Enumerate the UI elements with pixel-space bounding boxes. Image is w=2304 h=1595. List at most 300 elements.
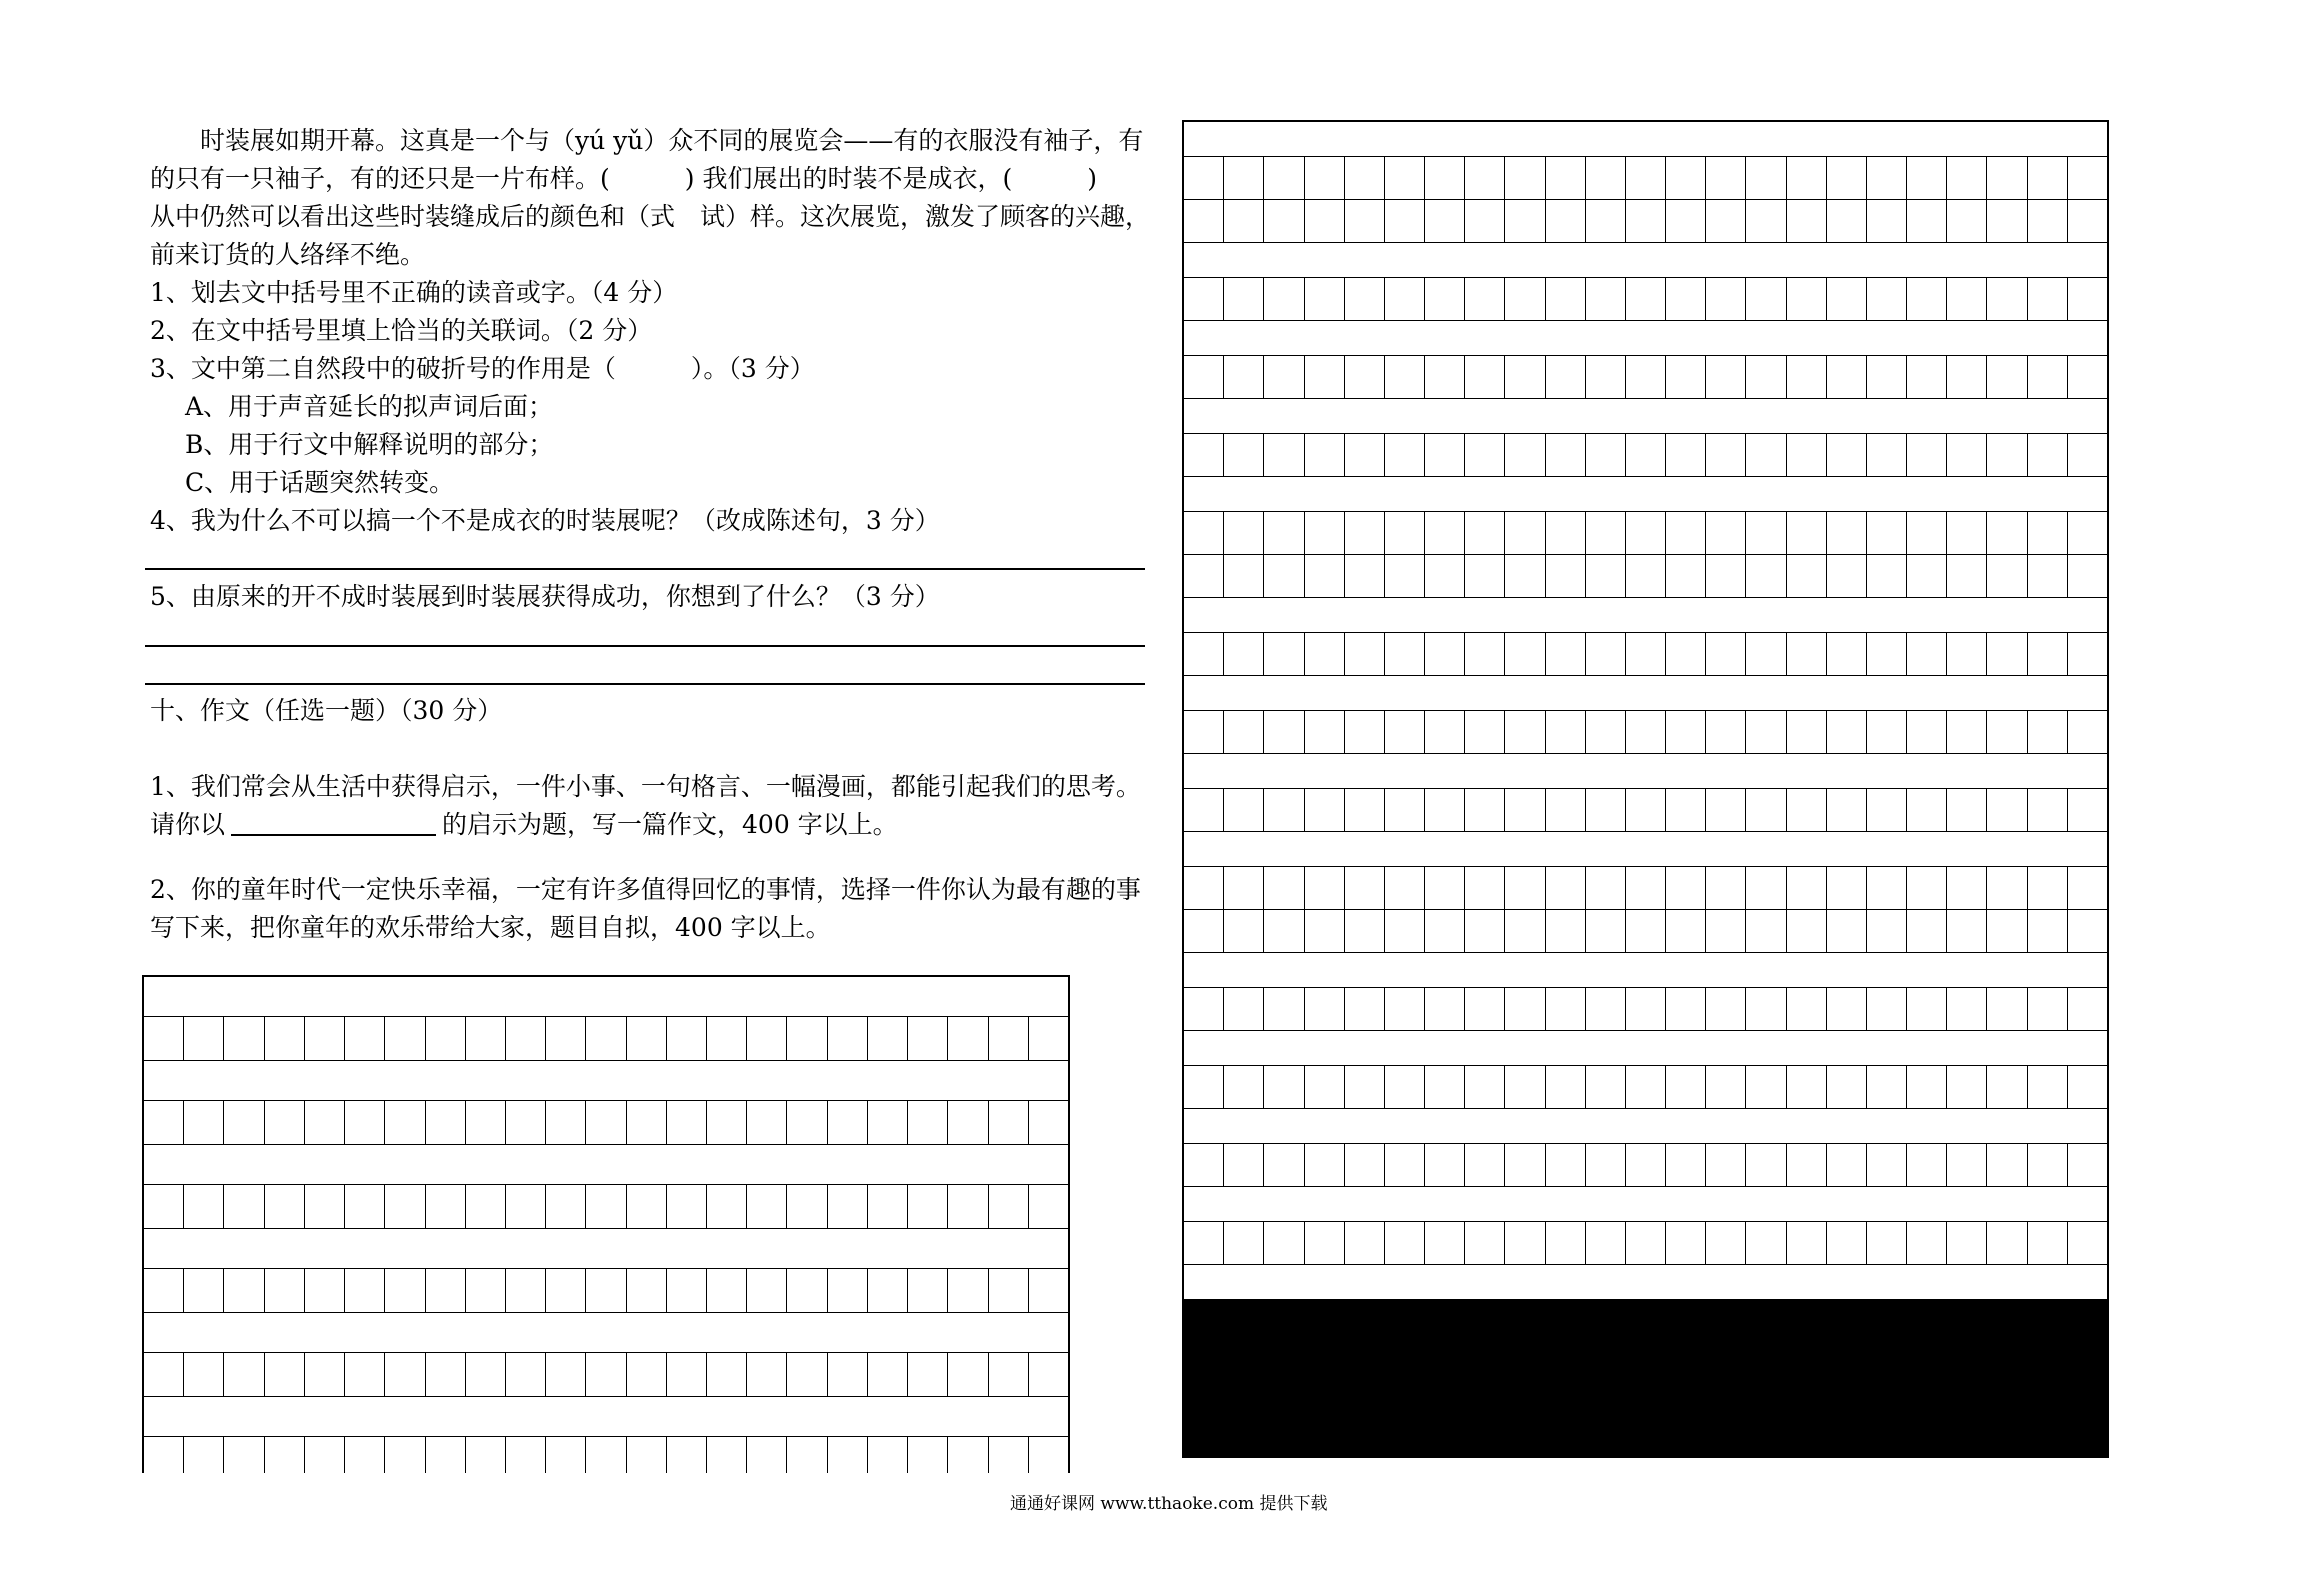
grid-cell	[1907, 200, 1946, 242]
grid-spacer-row	[144, 1145, 1068, 1184]
grid-cell	[1867, 633, 1906, 675]
grid-cell	[1586, 789, 1625, 831]
grid-cell	[747, 1185, 786, 1228]
grid-cell	[627, 1437, 666, 1480]
grid-spacer-row	[1184, 676, 2107, 710]
grid-cell	[2068, 633, 2107, 675]
composition-heading: 十、作文（任选一题）（30 分）	[150, 696, 503, 725]
grid-cell	[1666, 711, 1705, 753]
grid-cell	[1706, 789, 1745, 831]
grid-cell	[1305, 434, 1344, 476]
grid-cell	[667, 1353, 706, 1396]
grid-cell	[1827, 711, 1866, 753]
grid-cell	[1907, 157, 1946, 199]
grid-cell	[1827, 200, 1866, 242]
grid-cell	[1345, 1144, 1384, 1186]
grid-cell	[747, 1017, 786, 1060]
grid-cell	[184, 1353, 223, 1396]
grid-cell	[627, 1101, 666, 1144]
grid-cell	[2028, 633, 2067, 675]
grid-cell	[787, 1353, 826, 1396]
grid-cell	[908, 1017, 947, 1060]
grid-cell	[1827, 555, 1866, 597]
grid-cell	[1465, 434, 1504, 476]
grid-cell	[1626, 200, 1665, 242]
grid-cell	[1264, 1144, 1303, 1186]
grid-cell	[1345, 988, 1384, 1030]
grid-cell	[1586, 555, 1625, 597]
grid-cell	[224, 1269, 263, 1312]
grid-cell	[1746, 1222, 1785, 1264]
grid-cell	[2028, 1222, 2067, 1264]
grid-cell	[1305, 1144, 1344, 1186]
grid-cell	[1305, 200, 1344, 242]
grid-cell	[1465, 1222, 1504, 1264]
grid-cell	[1546, 910, 1585, 952]
grid-cell	[2068, 157, 2107, 199]
grid-cell	[2028, 1066, 2067, 1108]
grid-cell	[1385, 1066, 1424, 1108]
grid-cell	[1626, 434, 1665, 476]
grid-cell	[1947, 356, 1986, 398]
grid-cell	[345, 1101, 384, 1144]
grid-cell	[868, 1101, 907, 1144]
grid-cell	[2068, 988, 2107, 1030]
grid-cell	[1666, 988, 1705, 1030]
writing-grid-right	[1182, 120, 2109, 1458]
grid-cell	[2068, 1144, 2107, 1186]
grid-cell	[2068, 434, 2107, 476]
grid-cell	[1987, 200, 2026, 242]
grid-cell	[1224, 988, 1263, 1030]
grid-cell	[385, 1353, 424, 1396]
grid-cell	[1425, 200, 1464, 242]
grid-cell	[908, 1437, 947, 1480]
grid-cell	[828, 1017, 867, 1060]
grid-cell	[1787, 1066, 1826, 1108]
grid-cell	[1867, 157, 1906, 199]
grid-cell	[1746, 434, 1785, 476]
grid-cell	[466, 1185, 505, 1228]
grid-cell	[1184, 200, 1223, 242]
grid-cell	[1706, 1222, 1745, 1264]
grid-cell	[265, 1185, 304, 1228]
passage-line-2: 的只有一只袖子，有的还只是一片布样。( ) 我们展出的时装不是成衣，( )	[150, 164, 1097, 193]
grid-cell	[546, 1269, 585, 1312]
grid-cell	[2028, 867, 2067, 909]
grid-cell	[1586, 1066, 1625, 1108]
grid-cell	[305, 1101, 344, 1144]
grid-spacer-row	[144, 977, 1068, 1016]
grid-cell	[868, 1437, 907, 1480]
grid-cell	[1746, 200, 1785, 242]
grid-cell	[586, 1017, 625, 1060]
grid-cell	[224, 1437, 263, 1480]
grid-cell	[707, 1101, 746, 1144]
composition-option-2-line-1: 2、你的童年时代一定快乐幸福，一定有许多值得回忆的事情，选择一件你认为最有趣的事	[150, 875, 1141, 904]
grid-cell	[1827, 434, 1866, 476]
grid-cell	[1706, 1066, 1745, 1108]
grid-cell	[1827, 157, 1866, 199]
grid-cell	[1385, 1222, 1424, 1264]
grid-cell	[908, 1101, 947, 1144]
grid-cell	[868, 1185, 907, 1228]
grid-cell	[1947, 1066, 1986, 1108]
grid-cell	[184, 1101, 223, 1144]
grid-spacer-row	[1184, 1109, 2107, 1143]
composition-option-1-prefix: 请你以	[150, 810, 226, 839]
grid-cell	[1867, 512, 1906, 554]
grid-cell	[184, 1269, 223, 1312]
grid-cell	[506, 1017, 545, 1060]
grid-cell	[2028, 278, 2067, 320]
grid-cell	[1907, 633, 1946, 675]
grid-cell	[1345, 512, 1384, 554]
grid-cell	[224, 1101, 263, 1144]
grid-cell	[224, 1353, 263, 1396]
grid-cell	[1224, 867, 1263, 909]
grid-cell	[1546, 512, 1585, 554]
grid-cell	[1706, 711, 1745, 753]
grid-cell	[989, 1437, 1028, 1480]
grid-cell	[1666, 867, 1705, 909]
grid-cell	[1546, 867, 1585, 909]
grid-cell	[989, 1269, 1028, 1312]
title-blank	[231, 834, 436, 836]
grid-cell	[1907, 988, 1946, 1030]
grid-cell	[1505, 988, 1544, 1030]
grid-cell	[1787, 633, 1826, 675]
grid-cell	[1385, 555, 1424, 597]
grid-cell	[1546, 434, 1585, 476]
question-3-option-c: C、用于话题突然转变。	[185, 468, 455, 497]
grid-cell	[1787, 988, 1826, 1030]
grid-cell	[224, 1185, 263, 1228]
grid-cell	[1505, 434, 1544, 476]
grid-cell	[2068, 867, 2107, 909]
grid-cell	[1425, 633, 1464, 675]
passage-line-1: 时装展如期开幕。这真是一个与（yú yǔ）众不同的展览会——有的衣服没有袖子，有	[200, 126, 1144, 155]
grid-cell	[1586, 988, 1625, 1030]
grid-cell	[385, 1185, 424, 1228]
grid-cell	[1224, 512, 1263, 554]
grid-cell	[1305, 1066, 1344, 1108]
grid-cell	[1706, 356, 1745, 398]
grid-cell	[1987, 512, 2026, 554]
grid-cell	[1907, 512, 1946, 554]
grid-cell	[828, 1269, 867, 1312]
grid-cell	[1029, 1017, 1068, 1060]
grid-cell	[1465, 157, 1504, 199]
grid-spacer-row	[1184, 122, 2107, 156]
grid-cell	[1505, 910, 1544, 952]
grid-cell	[1867, 1222, 1906, 1264]
grid-cell	[1305, 711, 1344, 753]
grid-cell	[1505, 867, 1544, 909]
grid-cell	[787, 1437, 826, 1480]
grid-cell	[787, 1101, 826, 1144]
grid-cell	[1465, 512, 1504, 554]
grid-cell	[1305, 157, 1344, 199]
grid-cell	[2068, 200, 2107, 242]
grid-cell	[1505, 200, 1544, 242]
grid-cell	[948, 1353, 987, 1396]
grid-cell	[1827, 512, 1866, 554]
grid-cell	[546, 1185, 585, 1228]
grid-cell	[265, 1101, 304, 1144]
grid-cell	[1305, 789, 1344, 831]
grid-cell	[144, 1353, 183, 1396]
grid-cell	[1706, 434, 1745, 476]
grid-cell	[1465, 555, 1504, 597]
grid-cell	[1264, 988, 1303, 1030]
grid-spacer-row	[1184, 321, 2107, 355]
grid-cell	[1184, 1144, 1223, 1186]
grid-cell	[1987, 867, 2026, 909]
grid-cell	[948, 1101, 987, 1144]
grid-cell	[1827, 1144, 1866, 1186]
grid-cell	[1666, 512, 1705, 554]
grid-cell	[144, 1101, 183, 1144]
composition-option-2-line-2: 写下来，把你童年的欢乐带给大家，题目自拟，400 字以上。	[150, 913, 831, 942]
question-5: 5、由原来的开不成时装展到时装展获得成功，你想到了什么？（3 分）	[150, 582, 940, 611]
grid-spacer-row	[1184, 598, 2107, 632]
grid-cell	[1666, 200, 1705, 242]
grid-spacer-row	[1184, 1265, 2107, 1299]
grid-cell	[1184, 434, 1223, 476]
grid-cell	[1746, 157, 1785, 199]
grid-cell	[1746, 356, 1785, 398]
grid-cell	[747, 1353, 786, 1396]
grid-cell	[1827, 988, 1866, 1030]
grid-cell	[144, 1017, 183, 1060]
grid-cell	[1666, 910, 1705, 952]
grid-cell	[2068, 789, 2107, 831]
grid-cell	[506, 1269, 545, 1312]
grid-cell	[1867, 1144, 1906, 1186]
grid-cell	[466, 1017, 505, 1060]
passage-line-4: 前来订货的人络绎不绝。	[150, 240, 426, 269]
grid-cell	[1184, 988, 1223, 1030]
grid-cell	[2068, 512, 2107, 554]
grid-cell	[1827, 910, 1866, 952]
question-2: 2、在文中括号里填上恰当的关联词。（2 分）	[150, 316, 653, 345]
grid-cell	[506, 1353, 545, 1396]
grid-cell	[1947, 910, 1986, 952]
grid-cell	[1029, 1269, 1068, 1312]
grid-cell	[1586, 434, 1625, 476]
grid-cell	[1425, 1222, 1464, 1264]
grid-cell	[184, 1017, 223, 1060]
grid-cell	[627, 1017, 666, 1060]
grid-cell	[1305, 1222, 1344, 1264]
grid-cell	[1987, 434, 2026, 476]
question-3-option-b: B、用于行文中解释说明的部分；	[185, 430, 554, 459]
grid-cell	[1345, 434, 1384, 476]
grid-cell	[1867, 988, 1906, 1030]
grid-cell	[345, 1017, 384, 1060]
grid-cell	[1385, 512, 1424, 554]
grid-cell	[144, 1437, 183, 1480]
grid-cell	[1029, 1353, 1068, 1396]
grid-cell	[1546, 157, 1585, 199]
grid-cell	[828, 1185, 867, 1228]
grid-cell	[1666, 633, 1705, 675]
grid-cell	[667, 1269, 706, 1312]
grid-cell	[948, 1437, 987, 1480]
grid-cell	[1626, 157, 1665, 199]
grid-cell	[1787, 1144, 1826, 1186]
grid-cell	[1947, 867, 1986, 909]
grid-cell	[546, 1437, 585, 1480]
grid-cell	[1586, 512, 1625, 554]
grid-cell	[908, 1353, 947, 1396]
grid-cell	[989, 1353, 1028, 1396]
grid-cell	[1867, 200, 1906, 242]
grid-cell	[1425, 434, 1464, 476]
grid-cell	[426, 1185, 465, 1228]
grid-spacer-row	[1184, 1031, 2107, 1065]
grid-cell	[1224, 555, 1263, 597]
grid-cell	[1505, 1144, 1544, 1186]
answer-line-q5	[145, 645, 1145, 647]
grid-cell	[426, 1017, 465, 1060]
grid-spacer-row	[1184, 477, 2107, 511]
grid-cell	[2028, 910, 2067, 952]
answer-line-q5-b	[145, 683, 1145, 685]
grid-cell	[1546, 278, 1585, 320]
grid-cell	[1546, 1066, 1585, 1108]
grid-cell	[1505, 278, 1544, 320]
grid-cell	[1666, 157, 1705, 199]
grid-cell	[1586, 867, 1625, 909]
grid-cell	[1546, 555, 1585, 597]
grid-cell	[1224, 1066, 1263, 1108]
grid-cell	[948, 1017, 987, 1060]
grid-cell	[305, 1269, 344, 1312]
grid-cell	[1626, 1222, 1665, 1264]
grid-cell	[1184, 555, 1223, 597]
grid-cell	[1586, 1222, 1625, 1264]
grid-cell	[1264, 434, 1303, 476]
grid-cell	[1666, 555, 1705, 597]
grid-cell	[2028, 1144, 2067, 1186]
grid-cell	[1787, 1222, 1826, 1264]
grid-cell	[144, 1185, 183, 1228]
grid-spacer-row	[144, 1313, 1068, 1352]
grid-cell	[506, 1437, 545, 1480]
grid-cell	[1385, 988, 1424, 1030]
grid-cell	[1867, 867, 1906, 909]
grid-cell	[1264, 711, 1303, 753]
grid-cell	[1746, 633, 1785, 675]
grid-spacer-row	[1184, 1187, 2107, 1221]
question-3: 3、文中第二自然段中的破折号的作用是（ ）。（3 分）	[150, 354, 815, 383]
grid-cell	[1385, 633, 1424, 675]
grid-cell	[1425, 910, 1464, 952]
grid-cell	[1505, 1066, 1544, 1108]
grid-cell	[1505, 711, 1544, 753]
grid-cell	[1746, 910, 1785, 952]
grid-cell	[1345, 867, 1384, 909]
grid-cell	[1787, 711, 1826, 753]
grid-cell	[1987, 555, 2026, 597]
grid-cell	[1425, 988, 1464, 1030]
grid-cell	[1907, 1222, 1946, 1264]
grid-cell	[1947, 157, 1986, 199]
grid-cell	[747, 1269, 786, 1312]
grid-cell	[426, 1353, 465, 1396]
grid-cell	[1224, 711, 1263, 753]
grid-cell	[1425, 278, 1464, 320]
grid-cell	[1907, 867, 1946, 909]
grid-cell	[1907, 910, 1946, 952]
grid-cell	[707, 1269, 746, 1312]
grid-cell	[1029, 1185, 1068, 1228]
grid-cell	[1586, 633, 1625, 675]
grid-cell	[667, 1017, 706, 1060]
grid-cell	[1505, 789, 1544, 831]
grid-cell	[1586, 356, 1625, 398]
grid-cell	[1546, 988, 1585, 1030]
grid-cell	[1666, 1144, 1705, 1186]
grid-cell	[1746, 278, 1785, 320]
grid-cell	[2028, 200, 2067, 242]
grid-cell	[1947, 633, 1986, 675]
grid-cell	[426, 1437, 465, 1480]
grid-cell	[1546, 789, 1585, 831]
grid-cell	[1746, 1066, 1785, 1108]
grid-cell	[707, 1353, 746, 1396]
grid-cell	[1029, 1437, 1068, 1480]
grid-cell	[1626, 356, 1665, 398]
grid-cell	[345, 1437, 384, 1480]
question-4: 4、我为什么不可以搞一个不是成衣的时装展呢？（改成陈述句，3 分）	[150, 506, 940, 535]
grid-spacer-row	[144, 1061, 1068, 1100]
grid-cell	[1907, 356, 1946, 398]
grid-cell	[466, 1353, 505, 1396]
grid-cell	[546, 1101, 585, 1144]
grid-cell	[1345, 157, 1384, 199]
grid-cell	[627, 1269, 666, 1312]
grid-cell	[265, 1269, 304, 1312]
grid-cell	[1305, 356, 1344, 398]
grid-cell	[1746, 867, 1785, 909]
grid-cell	[1907, 434, 1946, 476]
grid-cell	[1385, 157, 1424, 199]
grid-cell	[1224, 200, 1263, 242]
grid-cell	[1947, 1222, 1986, 1264]
grid-cell	[1305, 988, 1344, 1030]
grid-cell	[1224, 1144, 1263, 1186]
grid-spacer-row	[1184, 832, 2107, 866]
grid-cell	[627, 1353, 666, 1396]
grid-cell	[586, 1353, 625, 1396]
grid-cell	[305, 1017, 344, 1060]
footer-credit: 通通好课网 www.tthaoke.com 提供下载	[1010, 1494, 1328, 1514]
grid-cell	[1867, 711, 1906, 753]
grid-cell	[2028, 512, 2067, 554]
grid-cell	[1827, 278, 1866, 320]
composition-option-1-line-2	[150, 812, 898, 837]
grid-cell	[1907, 278, 1946, 320]
grid-cell	[2028, 356, 2067, 398]
grid-cell	[1224, 278, 1263, 320]
grid-cell	[787, 1269, 826, 1312]
grid-cell	[948, 1269, 987, 1312]
grid-cell	[1264, 200, 1303, 242]
grid-cell	[1586, 278, 1625, 320]
